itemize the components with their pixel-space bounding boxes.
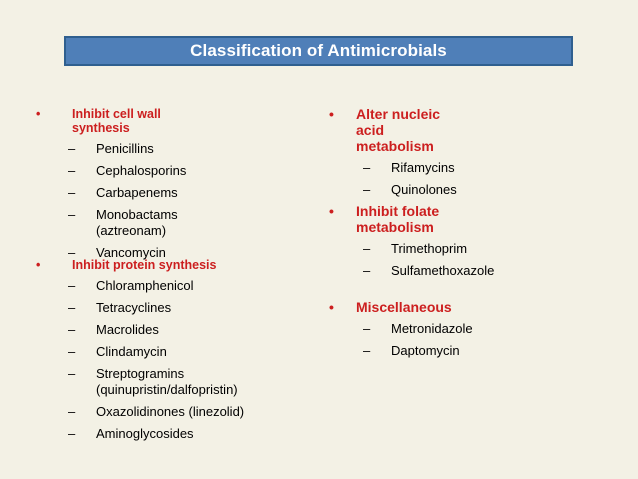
- bullet-icon: •: [329, 299, 334, 315]
- sub-list: [68, 278, 296, 442]
- list-item: – Tetracyclines: [68, 300, 172, 315]
- dash-icon: –: [68, 322, 76, 337]
- list-item: – Oxazolidinones (linezolid): [68, 404, 245, 419]
- dash-icon: –: [68, 366, 76, 381]
- section-cell-wall: [36, 107, 186, 267]
- list-item: – Clindamycin: [68, 344, 167, 359]
- dash-icon: –: [68, 344, 76, 359]
- list-item: – Penicillins: [68, 141, 154, 156]
- dash-icon: –: [68, 141, 76, 156]
- section-folate: [329, 203, 494, 285]
- heading-text: Miscellaneous: [356, 299, 452, 315]
- heading-text: Inhibit folate metabolism: [356, 203, 440, 235]
- page-title: Classification of Antimicrobials: [190, 41, 447, 60]
- list-item: – Monobactams (aztreonam): [68, 207, 178, 238]
- section-heading: [329, 299, 473, 315]
- list-item: – Streptogramins (quinupristin/dalfopristin): [68, 366, 238, 397]
- sub-list: [363, 241, 494, 279]
- sub-list: [363, 321, 473, 359]
- list-item: – Aminoglycosides: [68, 426, 194, 441]
- section-misc: [329, 299, 473, 365]
- section-protein: [36, 258, 296, 448]
- sub-list: [363, 160, 457, 198]
- section-heading: [329, 203, 494, 235]
- dash-icon: –: [68, 163, 76, 178]
- list-item: – Cephalosporins: [68, 163, 187, 178]
- bullet-icon: •: [36, 258, 41, 272]
- list-item: – Quinolones: [363, 182, 457, 197]
- section-heading: [36, 107, 186, 135]
- dash-icon: –: [68, 300, 76, 315]
- dash-icon: –: [363, 241, 371, 256]
- list-item: – Trimethoprim: [363, 241, 468, 256]
- section-heading: [36, 258, 296, 272]
- dash-icon: –: [68, 404, 76, 419]
- heading-text: Alter nucleic acid metabolism: [356, 106, 441, 154]
- bullet-icon: •: [36, 107, 41, 121]
- list-item: – Macrolides: [68, 322, 159, 337]
- dash-icon: –: [68, 426, 76, 441]
- heading-text: Inhibit protein synthesis: [72, 258, 217, 272]
- list-item: – Vancomycin: [68, 245, 166, 260]
- list-item: – Daptomycin: [363, 343, 460, 358]
- dash-icon: –: [68, 278, 76, 293]
- sub-list: [68, 141, 186, 261]
- dash-icon: –: [363, 182, 371, 197]
- section-heading: [329, 106, 457, 154]
- dash-icon: –: [363, 263, 371, 278]
- list-item: – Rifamycins: [363, 160, 455, 175]
- list-item: – Carbapenems: [68, 185, 178, 200]
- list-item: – Sulfamethoxazole: [363, 263, 495, 278]
- list-item: – Metronidazole: [363, 321, 473, 336]
- dash-icon: –: [363, 321, 371, 336]
- title-banner: [64, 36, 573, 66]
- bullet-icon: •: [329, 106, 334, 122]
- section-nucleic-acid: [329, 106, 457, 204]
- dash-icon: –: [68, 207, 76, 222]
- bullet-icon: •: [329, 203, 334, 219]
- list-item: – Chloramphenicol: [68, 278, 194, 293]
- dash-icon: –: [68, 185, 76, 200]
- dash-icon: –: [363, 160, 371, 175]
- dash-icon: –: [363, 343, 371, 358]
- heading-text: Inhibit cell wall synthesis: [72, 107, 161, 135]
- dash-icon: –: [68, 245, 76, 260]
